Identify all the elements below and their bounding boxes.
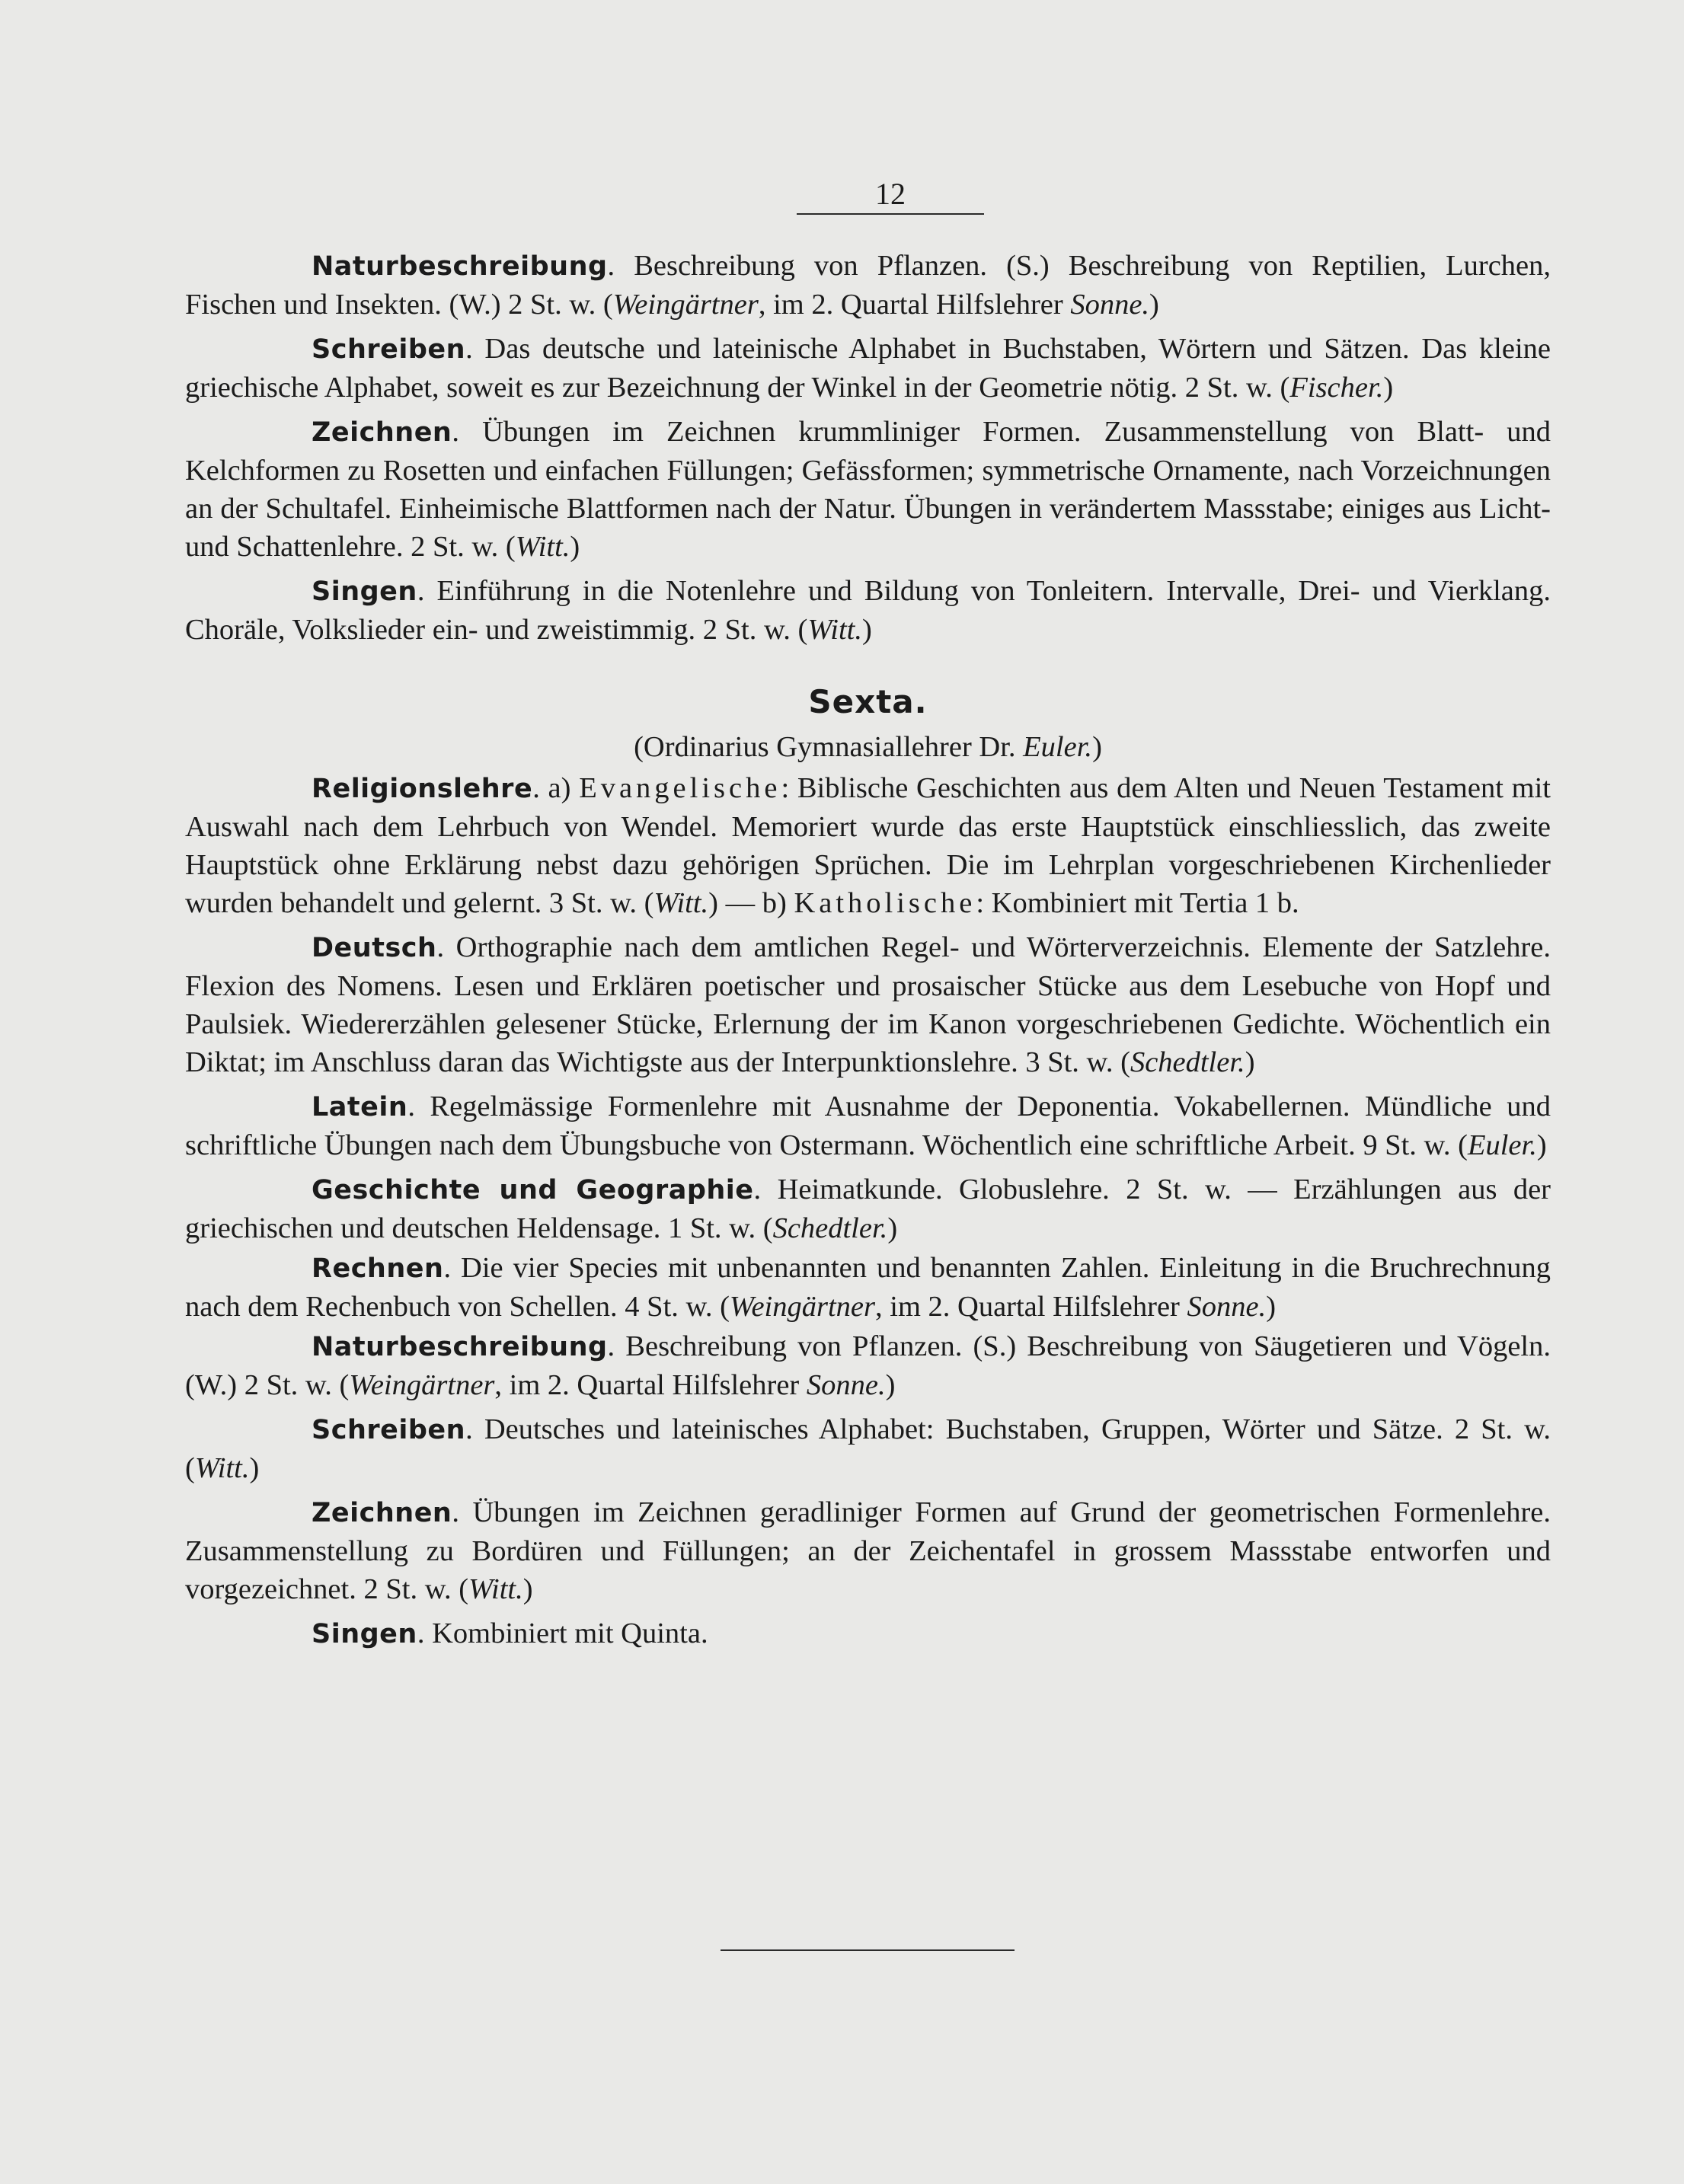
entry-heading: Schreiben <box>312 1415 466 1445</box>
entries-quinta <box>185 247 1551 649</box>
teacher-name: Witt. <box>807 614 862 646</box>
entry-singen-quinta <box>185 572 1551 649</box>
entries-sexta <box>185 928 1551 1653</box>
footer-rule <box>721 1949 1015 1951</box>
teacher-name: Sonne. <box>1187 1291 1267 1323</box>
entry-text: , im 2. Quartal Hilfslehrer <box>758 289 1071 321</box>
entry-text: . Beschreibung von Pflanzen. (S.) Beschreibung von Säugetieren und Vögeln. (W.) 2 St. w. ( <box>185 1330 1551 1401</box>
teacher-name: Schedtler. <box>1130 1046 1245 1078</box>
entry-latein <box>185 1087 1551 1164</box>
entry-text: ) <box>887 1212 898 1244</box>
subtitle-text: (Ordinarius Gymnasiallehrer Dr. <box>634 731 1024 763</box>
teacher-name: Witt. <box>194 1452 250 1484</box>
entry-heading: Zeichnen <box>312 1498 452 1528</box>
entry-text: . Übungen im Zeichnen geradliniger Formen auf Grund der geometrischen Formenlehre. Zusammenstellung zu Bordüren und Füllungen; an der Zeichentafel in grossem Massstabe entworfen und vorgezeichnet. 2 St. w. ( <box>185 1496 1551 1605</box>
entry-text: . Heimatkunde. Globuslehre. 2 St. w. — Erzählungen aus der griechischen und deutschen Heldensage. 1 St. w. ( <box>185 1173 1551 1244</box>
entry-text: ) <box>570 531 580 563</box>
entry-heading: Rechnen <box>312 1253 444 1284</box>
section-subtitle <box>185 728 1551 766</box>
entry-text: ) <box>522 1573 533 1605</box>
entry-text: . Übungen im Zeichnen krummliniger Formen. Zusammenstellung von Blatt- und Kelchformen zu Rosetten und einfachen Füllungen; Gefässformen; symmetrische Ornamente, nach Vorzeichnungen an der Schultafel. Einheimische Blattformen nach der Natur. Übungen in verändertem Massstabe; einiges aus Licht- und Schattenlehre. 2 St. w. ( <box>185 416 1551 563</box>
entry-geschichte-geographie <box>185 1170 1551 1247</box>
entry-singen-sexta <box>185 1614 1551 1653</box>
entry-text: : Kombiniert mit Tertia 1 b. <box>976 887 1299 919</box>
entry-text: ) <box>885 1369 896 1401</box>
teacher-name: Euler. <box>1023 731 1093 763</box>
entry-heading: Naturbeschreibung <box>312 1332 608 1362</box>
section-title: Sexta. <box>808 683 928 720</box>
entry-schreiben-quinta <box>185 330 1551 407</box>
teacher-name: Witt. <box>653 887 709 919</box>
entry-text: ) <box>1383 372 1394 404</box>
entry-religionslehre <box>185 769 1551 922</box>
entry-heading: Religionslehre <box>312 774 533 804</box>
teacher-name: Schedtler. <box>772 1212 888 1244</box>
teacher-name: Weingärtner <box>349 1369 495 1401</box>
spaced-term: Katholische <box>794 887 976 919</box>
entry-text: ) <box>1245 1046 1255 1078</box>
entry-heading: Latein <box>312 1092 408 1122</box>
teacher-name: Weingärtner <box>612 289 759 321</box>
page-body <box>185 247 1551 1659</box>
entry-naturbeschreibung-quinta <box>185 247 1551 324</box>
entry-heading: Deutsch <box>312 933 437 963</box>
header-rule <box>797 213 984 215</box>
entry-text: , im 2. Quartal Hilfslehrer <box>494 1369 807 1401</box>
teacher-name: Sonne. <box>806 1369 886 1401</box>
entry-text: . Kombiniert mit Quinta. <box>417 1617 708 1649</box>
entry-naturbeschreibung-sexta <box>185 1327 1551 1404</box>
entry-heading: Geschichte und Geographie <box>312 1175 754 1205</box>
entry-text: ) — b) <box>708 887 794 919</box>
entry-text: , im 2. Quartal Hilfslehrer <box>875 1291 1187 1323</box>
entry-text: . Einführung in die Notenlehre und Bildung von Tonleitern. Intervalle, Drei- und Vierklang. Choräle, Volkslieder ein- und zweistimmig. 2 St. w. ( <box>185 575 1551 646</box>
entry-text: . Die vier Species mit unbenannten und benannten Zahlen. Einleitung in die Bruchrechnung nach dem Rechenbuch von Schellen. 4 St. w. ( <box>185 1252 1551 1323</box>
teacher-name: Sonne. <box>1070 289 1150 321</box>
entry-text: . Das deutsche und lateinische Alphabet in Buchstaben, Wörtern und Sätzen. Das kleine griechische Alphabet, soweit es zur Bezeichnung der Winkel in der Geometrie nötig. 2 St. w. ( <box>185 333 1551 404</box>
entry-heading: Singen <box>312 1619 417 1649</box>
entry-text: . a) <box>532 772 580 804</box>
entry-zeichnen-quinta <box>185 413 1551 566</box>
entry-text: ) <box>1149 289 1159 321</box>
entry-zeichnen-sexta <box>185 1493 1551 1608</box>
entry-text: . Regelmässige Formenlehre mit Ausnahme der Deponentia. Vokabellernen. Mündliche und schriftliche Übungen nach dem Übungsbuche von Ostermann. Wöchentlich eine schriftliche Arbeit. 9 St. w. ( <box>185 1090 1551 1161</box>
entry-text: ) <box>249 1452 260 1484</box>
entry-schreiben-sexta <box>185 1410 1551 1487</box>
page-number: 12 <box>875 177 906 211</box>
teacher-name: Witt. <box>468 1573 523 1605</box>
teacher-name: Weingärtner <box>729 1291 875 1323</box>
entry-text: . Orthographie nach dem amtlichen Regel- und Wörterverzeichnis. Elemente der Satzlehre. Flexion des Nomens. Lesen und Erklären poetischer und prosaischer Stücke aus dem Lesebuche von Hopf und Paulsiek. Wiedererzählen gelesener Stücke, Erlernung der im Kanon vorgeschriebenen Gedichte. Wöchentlich ein Diktat; im Anschluss daran das Wichtigste aus der Interpunktionslehre. 3 St. w. ( <box>185 931 1551 1078</box>
spaced-term: Evangelische <box>579 772 781 804</box>
subtitle-text: ) <box>1092 731 1102 763</box>
teacher-name: Witt. <box>515 531 570 563</box>
entry-heading: Zeichnen <box>312 417 452 448</box>
entry-heading: Naturbeschreibung <box>312 251 608 282</box>
teacher-name: Fischer. <box>1289 372 1384 404</box>
entry-text: ) <box>862 614 872 646</box>
entry-rechnen <box>185 1249 1551 1326</box>
entry-deutsch <box>185 928 1551 1081</box>
entry-text: ) <box>1536 1129 1547 1161</box>
entry-text: . Deutsches und lateinisches Alphabet: Buchstaben, Gruppen, Wörter und Sätze. 2 St. w. ( <box>185 1413 1551 1484</box>
entry-heading: Singen <box>312 576 417 607</box>
entry-text: : Biblische Geschichten aus dem Alten und Neuen Testament mit Auswahl nach dem Lehrbuch von Wendel. Memoriert wurde das erste Hauptstück einschliesslich, das zweite Hauptstück ohne Erklärung nebst dazu gehörigen Sprüchen. Die im Lehrplan vorgeschriebenen Kirchenlieder wurden behandelt und gelernt. 3 St. w. ( <box>185 772 1551 919</box>
teacher-name: Euler. <box>1467 1129 1537 1161</box>
entry-heading: Schreiben <box>312 334 466 365</box>
entry-text: ) <box>1266 1291 1277 1323</box>
entry-text: . Beschreibung von Pflanzen. (S.) Beschreibung von Reptilien, Lurchen, Fischen und Insekten. (W.) 2 St. w. ( <box>185 250 1551 321</box>
